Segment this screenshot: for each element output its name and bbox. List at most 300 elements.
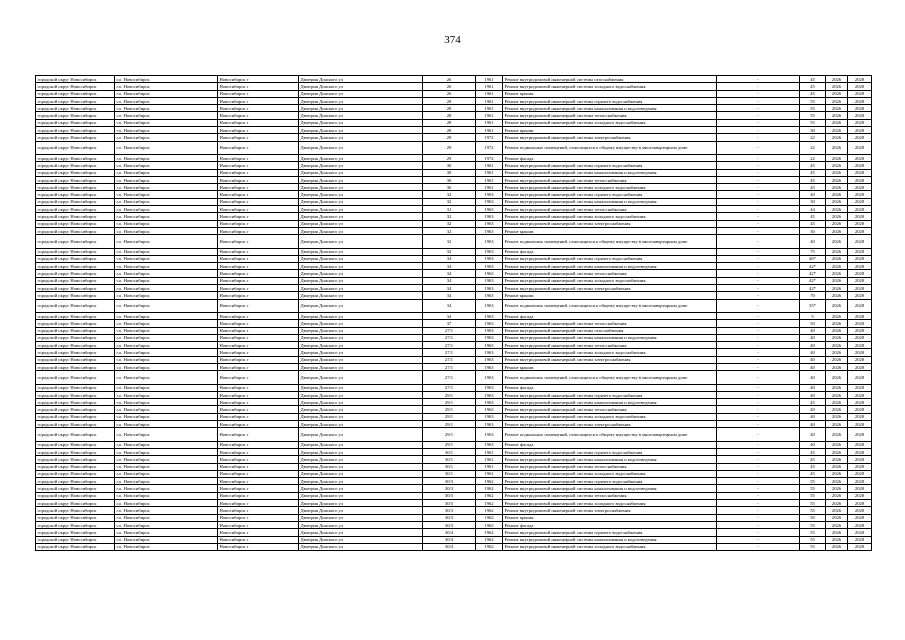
end-year-cell: 2028 [848,320,872,327]
build-year-cell: 1962 [476,529,503,536]
city-cell: Новосибирск г [218,492,299,499]
build-year-cell: 1962 [476,543,503,550]
repair-schedule-table [35,75,872,551]
build-year-cell: 1961 [476,184,503,191]
locality-cell: г.о. Новосибирск [115,270,218,277]
build-year-cell: 1962 [476,521,503,528]
end-year-cell: 2028 [848,105,872,112]
end-year-cell: 2028 [848,90,872,97]
start-year-cell: 2026 [826,421,848,428]
dash-cell: - [717,406,800,413]
table-row [36,141,872,154]
end-year-cell: 2028 [848,206,872,213]
build-year-cell: 1963 [476,299,503,312]
end-year-cell: 2028 [848,312,872,319]
work-type-cell: Ремонт подвальных помещений, относящихся к общему имуществу в многоквартирном доме [503,141,717,154]
work-type-cell: Ремонт крыши [503,227,717,234]
house-number-cell: 32 [423,220,476,227]
table-row [36,255,872,262]
house-number-cell: 27/1 [423,349,476,356]
value-cell: 30 [800,127,826,134]
start-year-cell: 2026 [826,119,848,126]
city-cell: Новосибирск г [218,413,299,420]
table-row [36,514,872,521]
start-year-cell: 2026 [826,90,848,97]
value-cell: 40 [800,342,826,349]
street-cell: Дмитрия Донского ул [299,543,423,550]
city-cell: Новосибирск г [218,105,299,112]
start-year-cell: 2026 [826,112,848,119]
city-cell: Новосибирск г [218,507,299,514]
work-type-cell: Ремонт внутридомовой инженерной системы холодного водоснабжения [503,349,717,356]
city-cell: Новосибирск г [218,406,299,413]
locality-cell: г.о. Новосибирск [115,470,218,477]
value-cell: 55 [800,500,826,507]
dash-cell: - [717,507,800,514]
start-year-cell: 2026 [826,536,848,543]
house-number-cell: 30 [423,184,476,191]
street-cell: Дмитрия Донского ул [299,356,423,363]
work-type-cell: Ремонт внутридомовой инженерной системы электроснабжения [503,356,717,363]
work-type-cell: Ремонт внутридомовой инженерной системы канализования и водоотведения [503,456,717,463]
locality-cell: г.о. Новосибирск [115,285,218,292]
end-year-cell: 2028 [848,162,872,169]
dash-cell: - [717,255,800,262]
dash-cell: - [717,514,800,521]
municipality-cell: городской округ Новосибирск [36,235,115,248]
dash-cell: - [717,478,800,485]
end-year-cell: 2028 [848,184,872,191]
end-year-cell: 2028 [848,371,872,384]
street-cell: Дмитрия Донского ул [299,76,423,83]
build-year-cell: 1963 [476,206,503,213]
street-cell: Дмитрия Донского ул [299,478,423,485]
municipality-cell: городской округ Новосибирск [36,270,115,277]
municipality-cell: городской округ Новосибирск [36,492,115,499]
street-cell: Дмитрия Донского ул [299,448,423,455]
city-cell: Новосибирск г [218,235,299,248]
dash-cell: - [717,227,800,234]
locality-cell: г.о. Новосибирск [115,413,218,420]
municipality-cell: городской округ Новосибирск [36,529,115,536]
value-cell: 40 [800,235,826,248]
start-year-cell: 2026 [826,399,848,406]
start-year-cell: 2026 [826,371,848,384]
municipality-cell: городской округ Новосибирск [36,413,115,420]
table-row [36,384,872,391]
value-cell: 55 [800,485,826,492]
street-cell: Дмитрия Донского ул [299,83,423,90]
locality-cell: г.о. Новосибирск [115,391,218,398]
table-row [36,83,872,90]
table-row [36,470,872,477]
street-cell: Дмитрия Донского ул [299,384,423,391]
table-row [36,456,872,463]
municipality-cell: городской округ Новосибирск [36,543,115,550]
street-cell: Дмитрия Донского ул [299,235,423,248]
end-year-cell: 2028 [848,543,872,550]
work-type-cell: Ремонт крыши [503,514,717,521]
end-year-cell: 2028 [848,134,872,141]
house-number-cell: 28 [423,97,476,104]
street-cell: Дмитрия Донского ул [299,162,423,169]
street-cell: Дмитрия Донского ул [299,463,423,470]
table-row [36,478,872,485]
value-cell: 40 [800,384,826,391]
end-year-cell: 2028 [848,191,872,198]
house-number-cell: 27/1 [423,334,476,341]
house-number-cell: 29 [423,134,476,141]
value-cell: 5 [800,312,826,319]
locality-cell: г.о. Новосибирск [115,529,218,536]
house-number-cell: 29/1 [423,441,476,448]
street-cell: Дмитрия Донского ул [299,255,423,262]
street-cell: Дмитрия Донского ул [299,312,423,319]
page-number: 374 [444,34,461,46]
table-row [36,399,872,406]
build-year-cell: 1963 [476,248,503,255]
end-year-cell: 2028 [848,263,872,270]
dash-cell: - [717,277,800,284]
end-year-cell: 2028 [848,507,872,514]
work-type-cell: Ремонт внутридомовой инженерной системы канализования и водоотведения [503,105,717,112]
table-row [36,285,872,292]
work-type-cell: Ремонт подвальных помещений, относящихся к общему имуществу в многоквартирном доме [503,371,717,384]
city-cell: Новосибирск г [218,220,299,227]
municipality-cell: городской округ Новосибирск [36,399,115,406]
street-cell: Дмитрия Донского ул [299,277,423,284]
build-year-cell: 1961 [476,90,503,97]
city-cell: Новосибирск г [218,255,299,262]
dash-cell: - [717,463,800,470]
value-cell: 45 [800,83,826,90]
locality-cell: г.о. Новосибирск [115,384,218,391]
value-cell: 45 [800,220,826,227]
end-year-cell: 2028 [848,463,872,470]
locality-cell: г.о. Новосибирск [115,112,218,119]
value-cell: 40 [800,406,826,413]
end-year-cell: 2028 [848,384,872,391]
house-number-cell: 28 [423,112,476,119]
build-year-cell: 1963 [476,255,503,262]
municipality-cell: городской округ Новосибирск [36,342,115,349]
municipality-cell: городской округ Новосибирск [36,500,115,507]
value-cell: 45 [800,399,826,406]
end-year-cell: 2028 [848,97,872,104]
city-cell: Новосибирск г [218,536,299,543]
dash-cell: - [717,356,800,363]
city-cell: Новосибирск г [218,292,299,299]
dash-cell: - [717,154,800,161]
start-year-cell: 2026 [826,391,848,398]
municipality-cell: городской округ Новосибирск [36,428,115,441]
city-cell: Новосибирск г [218,428,299,441]
municipality-cell: городской округ Новосибирск [36,363,115,370]
value-cell: 75 [800,248,826,255]
build-year-cell: 1961 [476,470,503,477]
work-type-cell: Ремонт внутридомовой инженерной системы холодного водоснабжения [503,470,717,477]
build-year-cell: 1961 [476,97,503,104]
start-year-cell: 2026 [826,334,848,341]
table-row [36,334,872,341]
house-number-cell: 30/1 [423,456,476,463]
locality-cell: г.о. Новосибирск [115,292,218,299]
table-row [36,448,872,455]
street-cell: Дмитрия Донского ул [299,456,423,463]
street-cell: Дмитрия Донского ул [299,127,423,134]
build-year-cell: 1963 [476,371,503,384]
locality-cell: г.о. Новосибирск [115,220,218,227]
dash-cell: - [717,213,800,220]
house-number-cell: 30/3 [423,514,476,521]
municipality-cell: городской округ Новосибирск [36,391,115,398]
value-cell: 45 [800,76,826,83]
dash-cell: - [717,492,800,499]
street-cell: Дмитрия Донского ул [299,299,423,312]
house-number-cell: 27/1 [423,371,476,384]
house-number-cell: 32 [423,213,476,220]
house-number-cell: 30/1 [423,470,476,477]
end-year-cell: 2028 [848,363,872,370]
locality-cell: г.о. Новосибирск [115,169,218,176]
work-type-cell: Ремонт крыши [503,363,717,370]
work-type-cell: Ремонт внутридомовой инженерной системы теплоснабжения [503,406,717,413]
locality-cell: г.о. Новосибирск [115,514,218,521]
street-cell: Дмитрия Донского ул [299,320,423,327]
end-year-cell: 2028 [848,399,872,406]
house-number-cell: 29/1 [423,406,476,413]
municipality-cell: городской округ Новосибирск [36,384,115,391]
locality-cell: г.о. Новосибирск [115,485,218,492]
house-number-cell: 30 [423,162,476,169]
table-row [36,97,872,104]
start-year-cell: 2026 [826,327,848,334]
dash-cell: - [717,536,800,543]
start-year-cell: 2026 [826,127,848,134]
locality-cell: г.о. Новосибирск [115,154,218,161]
build-year-cell: 1963 [476,220,503,227]
house-number-cell: 26 [423,90,476,97]
street-cell: Дмитрия Донского ул [299,227,423,234]
locality-cell: г.о. Новосибирск [115,176,218,183]
municipality-cell: городской округ Новосибирск [36,478,115,485]
build-year-cell: 1963 [476,327,503,334]
house-number-cell: 28 [423,119,476,126]
city-cell: Новосибирск г [218,342,299,349]
city-cell: Новосибирск г [218,206,299,213]
end-year-cell: 2028 [848,421,872,428]
value-cell: 42* [800,285,826,292]
work-type-cell: Ремонт внутридомовой инженерной системы горячего водоснабжения [503,162,717,169]
dash-cell: - [717,384,800,391]
end-year-cell: 2028 [848,83,872,90]
dash-cell: - [717,327,800,334]
locality-cell: г.о. Новосибирск [115,127,218,134]
street-cell: Дмитрия Донского ул [299,248,423,255]
end-year-cell: 2028 [848,213,872,220]
start-year-cell: 2026 [826,406,848,413]
work-type-cell: Ремонт внутридомовой инженерной системы теплоснабжения [503,463,717,470]
dash-cell: - [717,371,800,384]
city-cell: Новосибирск г [218,90,299,97]
work-type-cell: Ремонт подвальных помещений, относящихся к общему имуществу в многоквартирном доме [503,299,717,312]
street-cell: Дмитрия Донского ул [299,154,423,161]
end-year-cell: 2028 [848,349,872,356]
house-number-cell: 29 [423,141,476,154]
municipality-cell: городской округ Новосибирск [36,127,115,134]
work-type-cell: Ремонт внутридомовой инженерной системы канализования и водоотведения [503,536,717,543]
table-row [36,500,872,507]
house-number-cell: 32 [423,235,476,248]
work-type-cell: Ремонт внутридомовой инженерной системы канализования и водоотведения [503,198,717,205]
table-row [36,213,872,220]
city-cell: Новосибирск г [218,141,299,154]
build-year-cell: 1962 [476,514,503,521]
locality-cell: г.о. Новосибирск [115,334,218,341]
build-year-cell: 1963 [476,421,503,428]
start-year-cell: 2026 [826,263,848,270]
house-number-cell: 28 [423,105,476,112]
house-number-cell: 30/1 [423,448,476,455]
build-year-cell: 1961 [476,162,503,169]
city-cell: Новосибирск г [218,356,299,363]
build-year-cell: 1963 [476,428,503,441]
value-cell: 45 [800,169,826,176]
dash-cell: - [717,76,800,83]
value-cell: 55 [800,112,826,119]
locality-cell: г.о. Новосибирск [115,342,218,349]
end-year-cell: 2028 [848,356,872,363]
city-cell: Новосибирск г [218,97,299,104]
work-type-cell: Ремонт подвальных помещений, относящихся к общему имуществу в многоквартирном доме [503,428,717,441]
city-cell: Новосибирск г [218,191,299,198]
street-cell: Дмитрия Донского ул [299,134,423,141]
table-row [36,371,872,384]
city-cell: Новосибирск г [218,514,299,521]
municipality-cell: городской округ Новосибирск [36,90,115,97]
work-type-cell: Ремонт внутридомовой инженерной системы теплоснабжения [503,176,717,183]
start-year-cell: 2026 [826,500,848,507]
house-number-cell: 29 [423,154,476,161]
house-number-cell: 30/4 [423,529,476,536]
build-year-cell: 1962 [476,478,503,485]
city-cell: Новосибирск г [218,112,299,119]
street-cell: Дмитрия Донского ул [299,514,423,521]
end-year-cell: 2028 [848,342,872,349]
build-year-cell: 1963 [476,263,503,270]
locality-cell: г.о. Новосибирск [115,299,218,312]
street-cell: Дмитрия Донского ул [299,191,423,198]
value-cell: 22 [800,141,826,154]
dash-cell: - [717,235,800,248]
locality-cell: г.о. Новосибирск [115,463,218,470]
street-cell: Дмитрия Донского ул [299,97,423,104]
house-number-cell: 34 [423,299,476,312]
work-type-cell: Ремонт внутридомовой инженерной системы горячего водоснабжения [503,478,717,485]
city-cell: Новосибирск г [218,127,299,134]
end-year-cell: 2028 [848,334,872,341]
dash-cell: - [717,485,800,492]
start-year-cell: 2026 [826,213,848,220]
work-type-cell: Ремонт внутридомовой инженерной системы канализования и водоотведения [503,334,717,341]
value-cell: 70 [800,292,826,299]
build-year-cell: 1961 [476,456,503,463]
dash-cell: - [717,263,800,270]
city-cell: Новосибирск г [218,312,299,319]
work-type-cell: Ремонт внутридомовой инженерной системы холодного водоснабжения [503,184,717,191]
house-number-cell: 34 [423,277,476,284]
street-cell: Дмитрия Донского ул [299,492,423,499]
table-row [36,363,872,370]
municipality-cell: городской округ Новосибирск [36,312,115,319]
house-number-cell: 30/3 [423,485,476,492]
start-year-cell: 2026 [826,312,848,319]
build-year-cell: 1963 [476,285,503,292]
locality-cell: г.о. Новосибирск [115,399,218,406]
house-number-cell: 32 [423,227,476,234]
build-year-cell: 1961 [476,176,503,183]
city-cell: Новосибирск г [218,391,299,398]
table-row [36,463,872,470]
locality-cell: г.о. Новосибирск [115,320,218,327]
table-row [36,349,872,356]
street-cell: Дмитрия Донского ул [299,285,423,292]
end-year-cell: 2028 [848,119,872,126]
city-cell: Новосибирск г [218,448,299,455]
work-type-cell: Ремонт фасада [503,248,717,255]
table-row [36,299,872,312]
work-type-cell: Ремонт внутридомовой инженерной системы горячего водоснабжения [503,448,717,455]
end-year-cell: 2028 [848,235,872,248]
work-type-cell: Ремонт внутридомовой инженерной системы электроснабжения [503,220,717,227]
start-year-cell: 2026 [826,384,848,391]
start-year-cell: 2026 [826,97,848,104]
municipality-cell: городской округ Новосибирск [36,327,115,334]
start-year-cell: 2026 [826,514,848,521]
city-cell: Новосибирск г [218,456,299,463]
street-cell: Дмитрия Донского ул [299,342,423,349]
street-cell: Дмитрия Донского ул [299,198,423,205]
locality-cell: г.о. Новосибирск [115,198,218,205]
value-cell: 55 [800,521,826,528]
value-cell: 42* [800,270,826,277]
value-cell: 40 [800,356,826,363]
end-year-cell: 2028 [848,198,872,205]
municipality-cell: городской округ Новосибирск [36,169,115,176]
build-year-cell: 1972 [476,154,503,161]
street-cell: Дмитрия Донского ул [299,169,423,176]
work-type-cell: Ремонт внутридомовой инженерной системы теплоснабжения [503,112,717,119]
table-row [36,327,872,334]
dash-cell: - [717,270,800,277]
city-cell: Новосибирск г [218,349,299,356]
start-year-cell: 2026 [826,470,848,477]
table-row [36,154,872,161]
street-cell: Дмитрия Донского ул [299,263,423,270]
house-number-cell: 32 [423,191,476,198]
street-cell: Дмитрия Донского ул [299,413,423,420]
table-row [36,428,872,441]
municipality-cell: городской округ Новосибирск [36,119,115,126]
work-type-cell: Ремонт внутридомовой инженерной системы электроснабжения [503,285,717,292]
house-number-cell: 29/1 [423,413,476,420]
work-type-cell: Ремонт крыши [503,127,717,134]
work-type-cell: Ремонт внутридомовой инженерной системы холодного водоснабжения [503,277,717,284]
city-cell: Новосибирск г [218,270,299,277]
work-type-cell: Ремонт фасада [503,312,717,319]
street-cell: Дмитрия Донского ул [299,399,423,406]
municipality-cell: городской округ Новосибирск [36,456,115,463]
